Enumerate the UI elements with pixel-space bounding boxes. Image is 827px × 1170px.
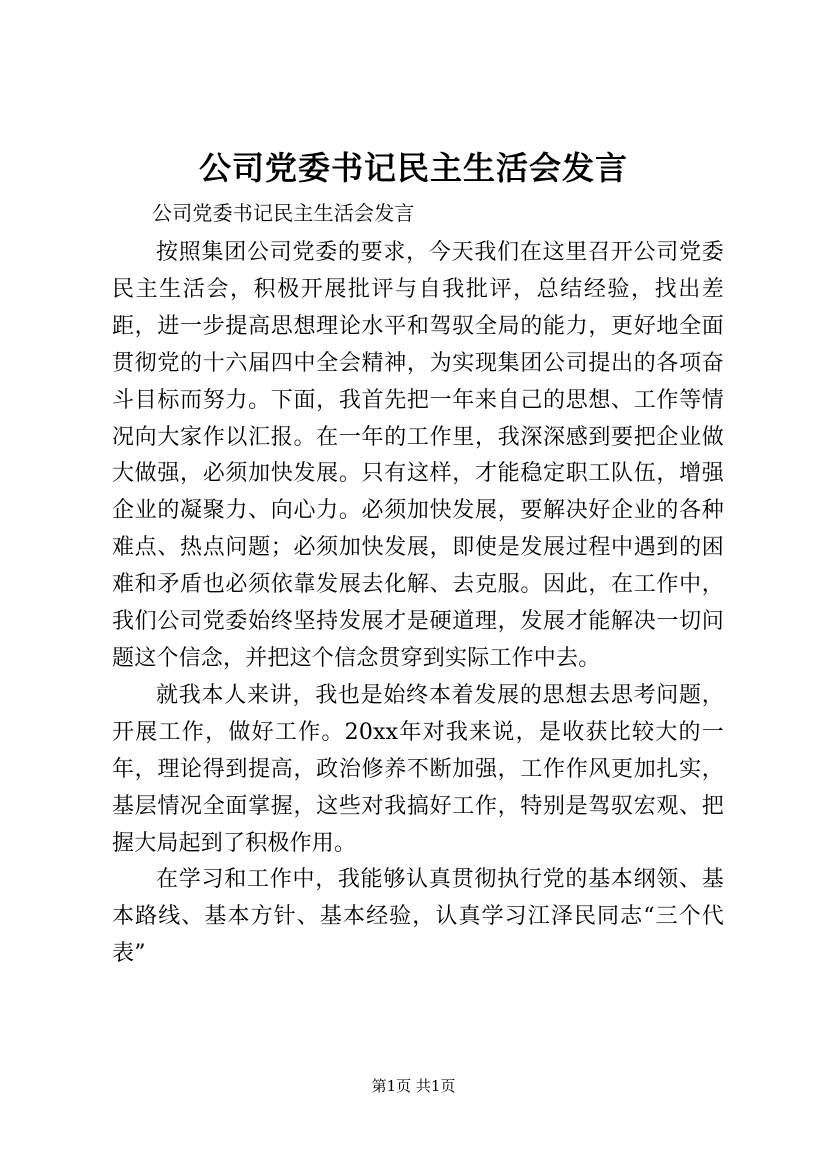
paragraph: 按照集团公司党委的要求，今天我们在这里召开公司党委民主生活会，积极开展批评与自我批评，总结经验，找出差距，进一步提高思想理论水平和驾驭全局的能力，更好地全面贯彻党的十六届四中全会精神，为实现集团公司提出的各项奋斗目标而努力。下面，我首先把一年来自己的思想、工作等情况向大家作以汇报。在一年的工作里，我深深感到要把企业做大做强，必须加快发展。只有这样，才能稳定职工队伍，增强企业的凝聚力、向心力。必须加快发展，要解决好企业的各种难点、热点问题；必须加快发展，即使是发展过程中遇到的困难和矛盾也必须依靠发展去化解、去克服。因此，在工作中，我们公司党委始终坚持发展才是硬道理，发展才能解决一切问题这个信念，并把这个信念贯穿到实际工作中去。 — [112, 240, 724, 671]
paragraph: 就我本人来讲，我也是始终本着发展的思想去思考问题，开展工作，做好工作。20xx年对我来说，是收获比较大的一年，理论得到提高，政治修养不断加强，工作作风更加扎实，基层情况全面掌握，这些对我搞好工作，特别是驾驭宏观、把握大局起到了积极作用。 — [112, 682, 724, 856]
document-title: 公司党委书记民主生活会发言 — [198, 149, 628, 187]
paragraph: 在学习和工作中，我能够认真贯彻执行党的基本纲领、基本路线、基本方针、基本经验，认真学习江泽民同志“三个代表” — [112, 867, 724, 967]
document-subtitle: 公司党委书记民主生活会发言 — [152, 201, 415, 225]
document-body — [112, 198, 724, 973]
page-number-footer: 第1页 共1页 — [371, 1077, 456, 1095]
